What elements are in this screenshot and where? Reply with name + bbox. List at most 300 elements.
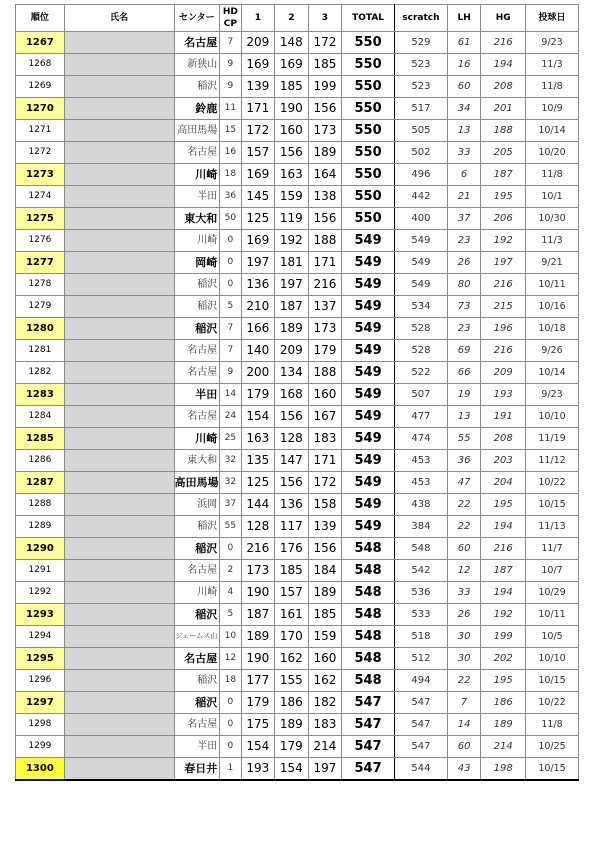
total-cell: 549 <box>342 252 395 274</box>
table-row <box>16 516 579 538</box>
game-3-cell: 172 <box>308 472 342 494</box>
game-1-cell: 169 <box>241 54 275 76</box>
scratch-cell: 549 <box>395 230 448 252</box>
lh-cell: 55 <box>447 428 481 450</box>
table-row <box>16 604 579 626</box>
hdcp-cell: 37 <box>220 494 241 516</box>
date-cell: 11/3 <box>526 54 579 76</box>
rank-cell: 1274 <box>16 186 65 208</box>
name-cell <box>64 340 174 362</box>
hdcp-cell: 0 <box>220 736 241 758</box>
hg-cell: 198 <box>481 758 526 781</box>
hg-cell: 201 <box>481 98 526 120</box>
header-date: 投球日 <box>526 5 579 32</box>
game-2-cell: 156 <box>275 472 309 494</box>
center-cell: 名古屋 <box>174 142 220 164</box>
center-cell: 川崎 <box>174 164 220 186</box>
game-1-cell: 154 <box>241 406 275 428</box>
table-row <box>16 406 579 428</box>
total-cell: 549 <box>342 472 395 494</box>
scratch-cell: 533 <box>395 604 448 626</box>
rank-cell: 1277 <box>16 252 65 274</box>
game-1-cell: 157 <box>241 142 275 164</box>
name-cell <box>64 384 174 406</box>
date-cell: 10/15 <box>526 494 579 516</box>
scratch-cell: 505 <box>395 120 448 142</box>
center-cell: 稲沢 <box>174 76 220 98</box>
hdcp-cell: 0 <box>220 230 241 252</box>
hdcp-cell: 5 <box>220 604 241 626</box>
date-cell: 10/15 <box>526 758 579 781</box>
total-cell: 550 <box>342 186 395 208</box>
table-row <box>16 758 579 781</box>
ranking-table <box>15 4 579 781</box>
rank-cell: 1290 <box>16 538 65 560</box>
lh-cell: 16 <box>447 54 481 76</box>
scratch-cell: 384 <box>395 516 448 538</box>
center-cell: 川崎 <box>174 230 220 252</box>
rank-cell: 1291 <box>16 560 65 582</box>
game-1-cell: 136 <box>241 274 275 296</box>
scratch-cell: 549 <box>395 252 448 274</box>
name-cell <box>64 560 174 582</box>
rank-cell: 1287 <box>16 472 65 494</box>
game-2-cell: 170 <box>275 626 309 648</box>
game-2-cell: 159 <box>275 186 309 208</box>
scratch-cell: 536 <box>395 582 448 604</box>
total-cell: 549 <box>342 318 395 340</box>
date-cell: 10/22 <box>526 692 579 714</box>
name-cell <box>64 472 174 494</box>
total-cell: 549 <box>342 274 395 296</box>
hdcp-cell: 50 <box>220 208 241 230</box>
name-cell <box>64 516 174 538</box>
total-cell: 549 <box>342 362 395 384</box>
header-game-3: 3 <box>308 5 342 32</box>
hdcp-cell: 14 <box>220 384 241 406</box>
game-2-cell: 189 <box>275 714 309 736</box>
scratch-cell: 502 <box>395 142 448 164</box>
game-3-cell: 216 <box>308 274 342 296</box>
hg-cell: 206 <box>481 208 526 230</box>
table-row <box>16 626 579 648</box>
game-1-cell: 163 <box>241 428 275 450</box>
date-cell: 9/21 <box>526 252 579 274</box>
date-cell: 10/22 <box>526 472 579 494</box>
rank-cell: 1296 <box>16 670 65 692</box>
table-row <box>16 98 579 120</box>
game-3-cell: 162 <box>308 670 342 692</box>
total-cell: 547 <box>342 758 395 781</box>
total-cell: 550 <box>342 98 395 120</box>
table-row <box>16 714 579 736</box>
center-cell: 稲沢 <box>174 692 220 714</box>
game-3-cell: 183 <box>308 714 342 736</box>
lh-cell: 30 <box>447 626 481 648</box>
lh-cell: 23 <box>447 230 481 252</box>
date-cell: 9/23 <box>526 384 579 406</box>
game-1-cell: 125 <box>241 472 275 494</box>
scratch-cell: 438 <box>395 494 448 516</box>
scratch-cell: 544 <box>395 758 448 781</box>
game-3-cell: 173 <box>308 120 342 142</box>
date-cell: 10/30 <box>526 208 579 230</box>
rank-cell: 1271 <box>16 120 65 142</box>
table-row <box>16 54 579 76</box>
center-cell: 川崎 <box>174 428 220 450</box>
total-cell: 548 <box>342 560 395 582</box>
game-3-cell: 185 <box>308 604 342 626</box>
game-1-cell: 179 <box>241 692 275 714</box>
game-3-cell: 171 <box>308 450 342 472</box>
game-3-cell: 159 <box>308 626 342 648</box>
table-row <box>16 296 579 318</box>
game-2-cell: 134 <box>275 362 309 384</box>
hg-cell: 192 <box>481 604 526 626</box>
total-cell: 549 <box>342 230 395 252</box>
rank-cell: 1275 <box>16 208 65 230</box>
game-1-cell: 187 <box>241 604 275 626</box>
lh-cell: 36 <box>447 450 481 472</box>
table-row <box>16 32 579 54</box>
game-1-cell: 139 <box>241 76 275 98</box>
game-2-cell: 168 <box>275 384 309 406</box>
table-row <box>16 494 579 516</box>
rank-cell: 1283 <box>16 384 65 406</box>
date-cell: 10/10 <box>526 406 579 428</box>
total-cell: 549 <box>342 340 395 362</box>
total-cell: 549 <box>342 406 395 428</box>
game-1-cell: 189 <box>241 626 275 648</box>
game-3-cell: 158 <box>308 494 342 516</box>
total-cell: 548 <box>342 604 395 626</box>
rank-cell: 1282 <box>16 362 65 384</box>
total-cell: 548 <box>342 538 395 560</box>
game-3-cell: 197 <box>308 758 342 781</box>
game-2-cell: 169 <box>275 54 309 76</box>
rank-cell: 1286 <box>16 450 65 472</box>
game-3-cell: 160 <box>308 384 342 406</box>
rank-cell: 1281 <box>16 340 65 362</box>
lh-cell: 26 <box>447 252 481 274</box>
lh-cell: 13 <box>447 120 481 142</box>
table-row <box>16 76 579 98</box>
lh-cell: 80 <box>447 274 481 296</box>
game-3-cell: 139 <box>308 516 342 538</box>
game-3-cell: 188 <box>308 362 342 384</box>
game-3-cell: 156 <box>308 98 342 120</box>
scratch-cell: 549 <box>395 274 448 296</box>
date-cell: 10/15 <box>526 670 579 692</box>
rank-cell: 1284 <box>16 406 65 428</box>
table-row <box>16 582 579 604</box>
game-2-cell: 156 <box>275 406 309 428</box>
scratch-cell: 534 <box>395 296 448 318</box>
rank-cell: 1299 <box>16 736 65 758</box>
total-cell: 549 <box>342 516 395 538</box>
name-cell <box>64 296 174 318</box>
hg-cell: 216 <box>481 274 526 296</box>
name-cell <box>64 362 174 384</box>
total-cell: 550 <box>342 164 395 186</box>
game-2-cell: 154 <box>275 758 309 781</box>
center-cell: 半田 <box>174 384 220 406</box>
game-1-cell: 145 <box>241 186 275 208</box>
rank-cell: 1279 <box>16 296 65 318</box>
game-2-cell: 192 <box>275 230 309 252</box>
center-cell: 名古屋 <box>174 362 220 384</box>
table-row <box>16 142 579 164</box>
lh-cell: 61 <box>447 32 481 54</box>
game-3-cell: 183 <box>308 428 342 450</box>
hdcp-cell: 0 <box>220 692 241 714</box>
hg-cell: 203 <box>481 450 526 472</box>
lh-cell: 69 <box>447 340 481 362</box>
hdcp-cell: 55 <box>220 516 241 538</box>
hg-cell: 202 <box>481 648 526 670</box>
game-3-cell: 172 <box>308 32 342 54</box>
lh-cell: 43 <box>447 758 481 781</box>
name-cell <box>64 626 174 648</box>
game-2-cell: 119 <box>275 208 309 230</box>
hdcp-cell: 1 <box>220 758 241 781</box>
center-cell: 名古屋 <box>174 340 220 362</box>
game-1-cell: 190 <box>241 582 275 604</box>
total-cell: 550 <box>342 76 395 98</box>
rank-cell: 1288 <box>16 494 65 516</box>
name-cell <box>64 714 174 736</box>
hg-cell: 186 <box>481 692 526 714</box>
center-cell: 稲沢 <box>174 538 220 560</box>
name-cell <box>64 758 174 781</box>
hg-cell: 187 <box>481 164 526 186</box>
game-2-cell: 162 <box>275 648 309 670</box>
hdcp-cell: 4 <box>220 582 241 604</box>
center-cell: 高田馬場 <box>174 120 220 142</box>
rank-cell: 1292 <box>16 582 65 604</box>
scratch-cell: 453 <box>395 450 448 472</box>
center-cell: 半田 <box>174 186 220 208</box>
total-cell: 549 <box>342 296 395 318</box>
game-3-cell: 214 <box>308 736 342 758</box>
hg-cell: 194 <box>481 54 526 76</box>
hdcp-cell: 0 <box>220 252 241 274</box>
header-game-2: 2 <box>275 5 309 32</box>
total-cell: 548 <box>342 626 395 648</box>
table-row <box>16 472 579 494</box>
hdcp-cell: 24 <box>220 406 241 428</box>
game-2-cell: 161 <box>275 604 309 626</box>
game-1-cell: 166 <box>241 318 275 340</box>
total-cell: 547 <box>342 714 395 736</box>
rank-cell: 1298 <box>16 714 65 736</box>
game-3-cell: 189 <box>308 142 342 164</box>
hdcp-cell: 9 <box>220 362 241 384</box>
game-3-cell: 137 <box>308 296 342 318</box>
hdcp-cell: 11 <box>220 98 241 120</box>
table-row <box>16 560 579 582</box>
table-row <box>16 120 579 142</box>
total-cell: 549 <box>342 494 395 516</box>
date-cell: 11/3 <box>526 230 579 252</box>
date-cell: 10/16 <box>526 296 579 318</box>
header-row <box>16 5 579 32</box>
center-cell: ジェームス山 <box>174 626 220 648</box>
game-3-cell: 171 <box>308 252 342 274</box>
total-cell: 548 <box>342 670 395 692</box>
lh-cell: 12 <box>447 560 481 582</box>
header-rank: 順位 <box>16 5 65 32</box>
scratch-cell: 542 <box>395 560 448 582</box>
scratch-cell: 400 <box>395 208 448 230</box>
table-row <box>16 384 579 406</box>
lh-cell: 66 <box>447 362 481 384</box>
lh-cell: 47 <box>447 472 481 494</box>
game-1-cell: 135 <box>241 450 275 472</box>
center-cell: 川崎 <box>174 582 220 604</box>
name-cell <box>64 692 174 714</box>
center-cell: 高田馬場 <box>174 472 220 494</box>
center-cell: 新狭山 <box>174 54 220 76</box>
date-cell: 11/8 <box>526 76 579 98</box>
game-2-cell: 185 <box>275 76 309 98</box>
game-1-cell: 216 <box>241 538 275 560</box>
game-1-cell: 175 <box>241 714 275 736</box>
date-cell: 10/25 <box>526 736 579 758</box>
hg-cell: 209 <box>481 362 526 384</box>
name-cell <box>64 274 174 296</box>
lh-cell: 22 <box>447 494 481 516</box>
hg-cell: 208 <box>481 76 526 98</box>
hdcp-cell: 32 <box>220 450 241 472</box>
scratch-cell: 477 <box>395 406 448 428</box>
game-2-cell: 190 <box>275 98 309 120</box>
header-center: センター <box>174 5 220 32</box>
hg-cell: 189 <box>481 714 526 736</box>
scratch-cell: 547 <box>395 692 448 714</box>
game-1-cell: 197 <box>241 252 275 274</box>
total-cell: 550 <box>342 208 395 230</box>
date-cell: 10/14 <box>526 120 579 142</box>
game-2-cell: 186 <box>275 692 309 714</box>
center-cell: 稲沢 <box>174 604 220 626</box>
date-cell: 10/10 <box>526 648 579 670</box>
hdcp-cell: 9 <box>220 76 241 98</box>
center-cell: 名古屋 <box>174 560 220 582</box>
game-2-cell: 155 <box>275 670 309 692</box>
date-cell: 11/8 <box>526 714 579 736</box>
rank-cell: 1278 <box>16 274 65 296</box>
name-cell <box>64 120 174 142</box>
date-cell: 9/23 <box>526 32 579 54</box>
date-cell: 10/11 <box>526 274 579 296</box>
game-1-cell: 190 <box>241 648 275 670</box>
hg-cell: 199 <box>481 626 526 648</box>
name-cell <box>64 230 174 252</box>
date-cell: 11/8 <box>526 164 579 186</box>
total-cell: 550 <box>342 54 395 76</box>
center-cell: 名古屋 <box>174 714 220 736</box>
name-cell <box>64 98 174 120</box>
total-cell: 550 <box>342 120 395 142</box>
center-cell: 稲沢 <box>174 516 220 538</box>
rank-cell: 1267 <box>16 32 65 54</box>
game-1-cell: 193 <box>241 758 275 781</box>
date-cell: 10/11 <box>526 604 579 626</box>
name-cell <box>64 604 174 626</box>
center-cell: 稲沢 <box>174 296 220 318</box>
table-row <box>16 230 579 252</box>
game-1-cell: 169 <box>241 230 275 252</box>
lh-cell: 34 <box>447 98 481 120</box>
header-total: TOTAL <box>342 5 395 32</box>
hdcp-cell: 10 <box>220 626 241 648</box>
scratch-cell: 547 <box>395 736 448 758</box>
date-cell: 10/1 <box>526 186 579 208</box>
game-2-cell: 179 <box>275 736 309 758</box>
scratch-cell: 507 <box>395 384 448 406</box>
table-row <box>16 538 579 560</box>
game-3-cell: 199 <box>308 76 342 98</box>
game-1-cell: 169 <box>241 164 275 186</box>
game-1-cell: 172 <box>241 120 275 142</box>
date-cell: 11/19 <box>526 428 579 450</box>
hg-cell: 192 <box>481 230 526 252</box>
hdcp-cell: 9 <box>220 54 241 76</box>
game-2-cell: 185 <box>275 560 309 582</box>
hdcp-cell: 0 <box>220 274 241 296</box>
lh-cell: 21 <box>447 186 481 208</box>
name-cell <box>64 450 174 472</box>
hg-cell: 216 <box>481 340 526 362</box>
game-2-cell: 117 <box>275 516 309 538</box>
game-2-cell: 157 <box>275 582 309 604</box>
table-row <box>16 274 579 296</box>
rank-cell: 1270 <box>16 98 65 120</box>
center-cell: 稲沢 <box>174 318 220 340</box>
date-cell: 10/14 <box>526 362 579 384</box>
game-3-cell: 164 <box>308 164 342 186</box>
total-cell: 547 <box>342 692 395 714</box>
lh-cell: 22 <box>447 670 481 692</box>
game-3-cell: 156 <box>308 208 342 230</box>
game-3-cell: 167 <box>308 406 342 428</box>
scratch-cell: 523 <box>395 54 448 76</box>
center-cell: 名古屋 <box>174 648 220 670</box>
game-3-cell: 189 <box>308 582 342 604</box>
game-2-cell: 209 <box>275 340 309 362</box>
center-cell: 稲沢 <box>174 670 220 692</box>
rank-cell: 1272 <box>16 142 65 164</box>
hdcp-cell: 7 <box>220 340 241 362</box>
center-cell: 名古屋 <box>174 32 220 54</box>
name-cell <box>64 252 174 274</box>
rank-cell: 1293 <box>16 604 65 626</box>
total-cell: 548 <box>342 648 395 670</box>
game-1-cell: 140 <box>241 340 275 362</box>
scratch-cell: 528 <box>395 340 448 362</box>
game-3-cell: 188 <box>308 230 342 252</box>
center-cell: 浜岡 <box>174 494 220 516</box>
table-row <box>16 340 579 362</box>
name-cell <box>64 494 174 516</box>
center-cell: 稲沢 <box>174 274 220 296</box>
lh-cell: 14 <box>447 714 481 736</box>
scratch-cell: 494 <box>395 670 448 692</box>
name-cell <box>64 736 174 758</box>
rank-cell: 1294 <box>16 626 65 648</box>
name-cell <box>64 648 174 670</box>
